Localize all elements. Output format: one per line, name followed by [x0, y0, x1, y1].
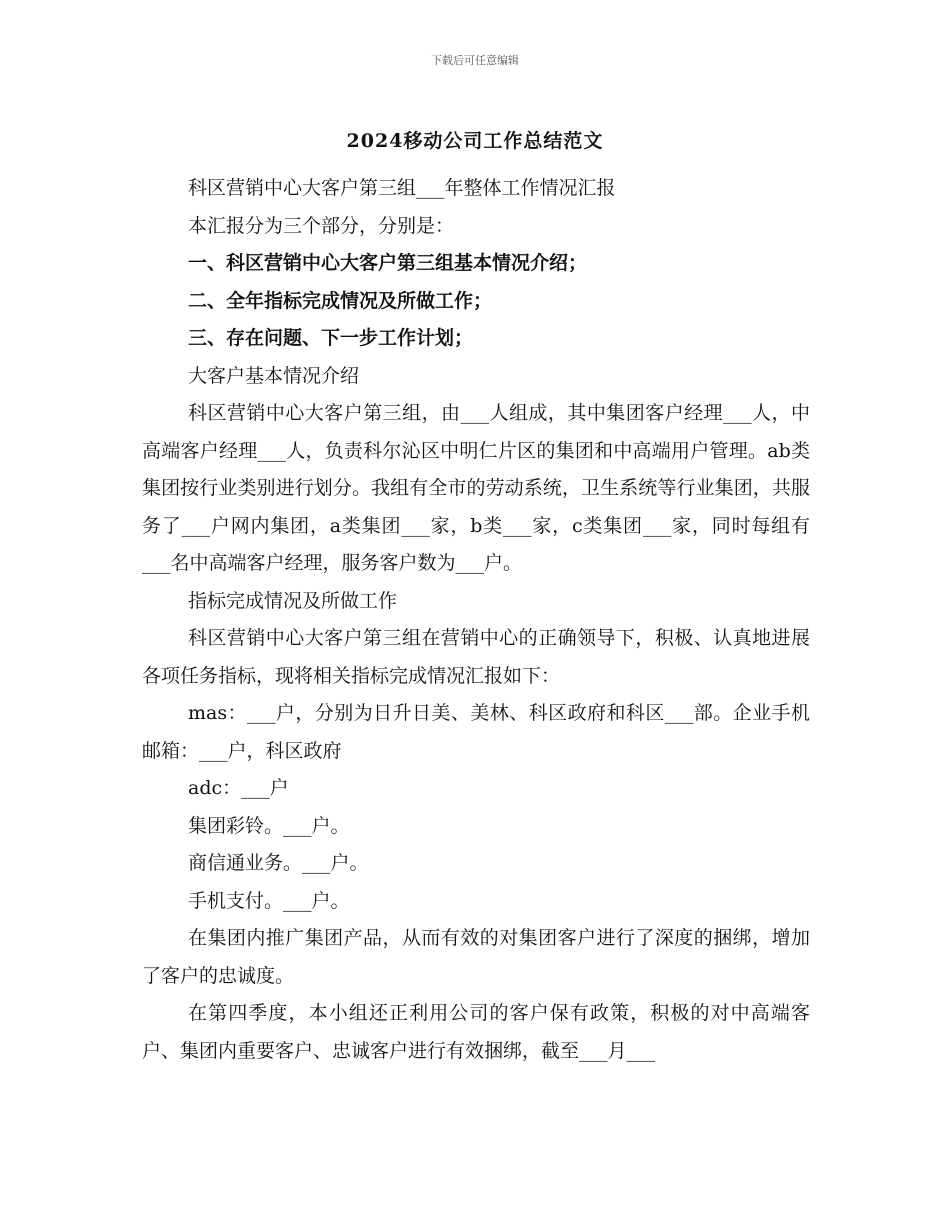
- paragraph-mas: mas：___户，分别为日升日美、美林、科区政府和科区___部。企业手机邮箱：___户，科区政府: [142, 702, 810, 762]
- paragraph-promotion: 在集团内推广集团产品，从而有效的对集团客户进行了深度的捆绑，增加了客户的忠诚度。: [142, 927, 810, 987]
- paragraph-ringtone: 集团彩铃。___户。: [188, 814, 350, 837]
- paragraph-indicators: 科区营销中心大客户第三组在营销中心的正确领导下，积极、认真地进展各项任务指标，现将相关指标完成情况汇报如下：: [142, 627, 810, 687]
- section-item-2: 二、全年指标完成情况及所做工作；: [188, 289, 493, 312]
- paragraph-mobile-payment: 手机支付。___户。: [188, 889, 350, 912]
- paragraph-business-messaging: 商信通业务。___户。: [188, 852, 369, 874]
- paragraph-report-heading: 科区营销中心大客户第三组___年整体工作情况汇报: [188, 177, 616, 199]
- section-item-1: 一、科区营销中心大客户第三组基本情况介绍；: [188, 252, 588, 274]
- paragraph-intro: 本汇报分为三个部分，分别是：: [188, 214, 455, 237]
- subheading-basic-info: 大客户基本情况介绍: [188, 364, 360, 387]
- section-item-3: 三、存在问题、下一步工作计划；: [188, 327, 474, 349]
- page-header: 下载后可任意编辑: [431, 54, 519, 67]
- document-body: [142, 170, 810, 1070]
- paragraph-basic-info: 科区营销中心大客户第三组，由___人组成，其中集团客户经理___人，中高端客户经理___人，负责科尔沁区中明仁片区的集团和中高端用户管理。ab类集团按行业类别进行划分。我组有全市的劳动系统，卫生系统等行业集团，共服务了___户网内集团，a类集团___家，b类___家，c类集团___家，同时每组有___名中高端客户经理，服务客户数为___户。: [142, 402, 810, 574]
- document-title: 2024移动公司工作总结范文: [346, 130, 604, 152]
- paragraph-q4: 在第四季度，本小组还正利用公司的客户保有政策，积极的对中高端客户、集团内重要客户、忠诚客户进行有效捆绑，截至___月___: [142, 1002, 810, 1062]
- paragraph-adc: adc：___户: [188, 777, 289, 799]
- subheading-indicators: 指标完成情况及所做工作: [188, 589, 398, 612]
